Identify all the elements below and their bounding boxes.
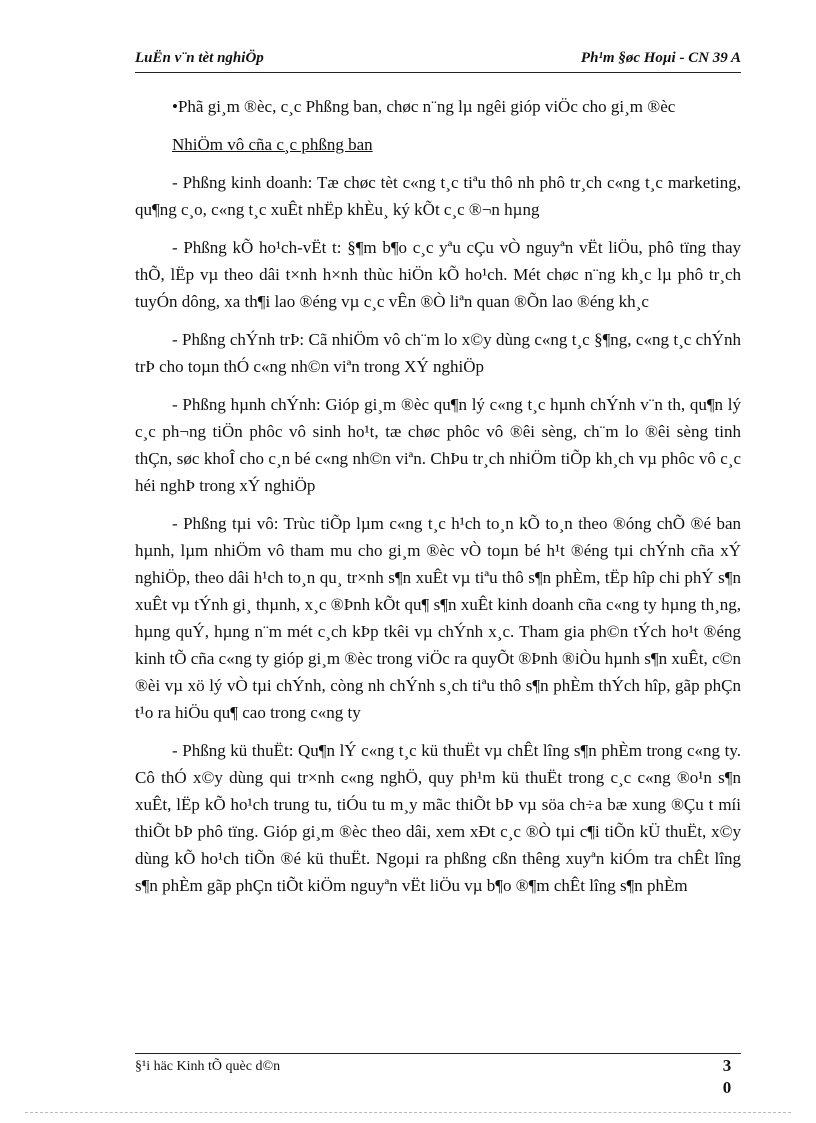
- paragraph-planning: - Phßng kÕ ho¹ch-vËt t: §¶m b¶o c¸c yªu cÇu vÒ nguyªn vËt liÖu, phô tïng thay thÕ, lËp vµ theo dâi t×nh h×nh thùc hiÖn kÕ ho¹ch. Mét chøc n¨ng kh¸c lµ phô tr¸ch tuyÓn dông, xa th¶i lao ®éng vµ c¸c vÊn ®Ò liªn quan ®Õn lao ®éng kh¸c: [135, 238, 741, 311]
- footer-university: §¹i häc Kinh tÕ quèc d©n: [135, 1059, 281, 1074]
- paragraph-administration: - Phßng hµnh chÝnh: Gióp gi¸m ®èc qu¶n lý c«ng t¸c hµnh chÝnh v¨n th, qu¶n lý c¸c ph¬ng tiÖn phôc vô sinh ho¹t, tæ chøc phôc vô ®êi sèng, ch¨m lo ®êi sèng tinh thÇn, søc khoÎ cho c¸n bé c«ng nh©n viªn. ChÞu tr¸ch nhiÖm tiÕp kh¸ch vµ phôc vô c¸c héi nghÞ trong xÝ nghiÖp: [135, 395, 741, 495]
- paragraph-technical: - Phßng kü thuËt: Qu¶n lÝ c«ng t¸c kü thuËt vµ chÊt lîng s¶n phÈm trong c«ng ty. Cô thÓ x©y dùng qui tr×nh c«ng nghÖ, quy ph¹m kü thuËt trong c¸c c«ng ®o¹n s¶n xuÊt, lËp kÕ ho¹ch trung tu, tiÓu tu m¸y mãc thiÕt bÞ vµ söa ch÷a bæ xung ®Çu t míi thiÕt bÞ phô tïng. Gióp gi¸m ®èc theo dâi, xem xÐt c¸c ®Ò tµi c¶i tiÕn kÜ thuËt, x©y dùng kÕ ho¹ch tiÕn ®é kü thuËt. Ngoµi ra phßng cßn thêng xuyªn kiÓm tra chÊt lîng s¶n phÈm gãp phÇn tiÕt kiÖm nguyªn vËt liÖu vµ b¶o ®¶m chÊt lîng s¶n phÈm: [135, 741, 741, 895]
- footer-divider: [135, 1053, 741, 1054]
- page-header: [135, 50, 741, 72]
- document-body: [135, 93, 741, 910]
- header-author-class: Ph¹m §øc Hoµi - CN 39 A: [580, 50, 741, 66]
- paragraph-sales: - Phßng kinh doanh: Tæ chøc tèt c«ng t¸c tiªu thô nh phô tr¸ch c«ng t¸c marketing, qu¶ng c¸o, c«ng t¸c xuÊt nhËp khÈu¸ ký kÕt c¸c ®¬n hµng: [135, 173, 741, 219]
- page-number-digit: 0: [722, 1078, 732, 1097]
- header-thesis-title: LuËn v¨n tèt nghiÖp: [135, 50, 264, 66]
- page-break-line: [25, 1112, 791, 1113]
- paragraph-politics: - Phßng chÝnh trÞ: Cã nhiÖm vô ch¨m lo x©y dùng c«ng t¸c §¶ng, c«ng t¸c chÝnh trÞ cho toµn thÓ c«ng nh©n viªn trong XÝ nghiÖp: [135, 330, 741, 376]
- page-number-digit: 3: [722, 1056, 732, 1075]
- paragraph-intro: •Phã gi¸m ®èc, c¸c Phßng ban, chøc n¨ng lµ ngêi gióp viÖc cho gi¸m ®èc: [172, 97, 676, 116]
- section-subheading: NhiÖm vô cña c¸c phßng ban: [172, 135, 373, 154]
- header-divider: [135, 72, 741, 73]
- page-number: [716, 1055, 738, 1099]
- paragraph-finance: - Phßng tµi vô: Trùc tiÕp lµm c«ng t¸c h¹ch to¸n kÕ to¸n theo ®óng chÕ ®é ban hµnh, lµm nhiÖm vô tham mu cho gi¸m ®èc vÒ toµn bé h¹t ®éng tµi chÝnh cña xÝ nghiÖp, theo dâi h¹ch to¸n qu¸ tr×nh s¶n xuÊt vµ tiªu thô s¶n phÈm, tËp hîp chi phÝ s¶n xuÊt vµ tÝnh gi¸ thµnh, x¸c ®Þnh kÕt qu¶ s¶n xuÊt kinh doanh cña c«ng ty hµng th¸ng, hµng quÝ, hµng n¨m mét c¸ch kÞp tkêi vµ chÝnh x¸c. Tham gia ph©n tÝch ho¹t ®éng kinh tÕ cña c«ng ty gióp gi¸m ®èc trong viÖc ra quyÕt ®Þnh ®iÒu hµnh s¶n xuÊt, c©n ®èi vµ xö lý vÒ tµi chÝnh, còng nh chÝnh s¸ch tiªu thô s¶n phÈm thÝch hîp, gãp phÇn t¹o ra hiÖu qu¶ cao trong c«ng ty: [135, 514, 741, 722]
